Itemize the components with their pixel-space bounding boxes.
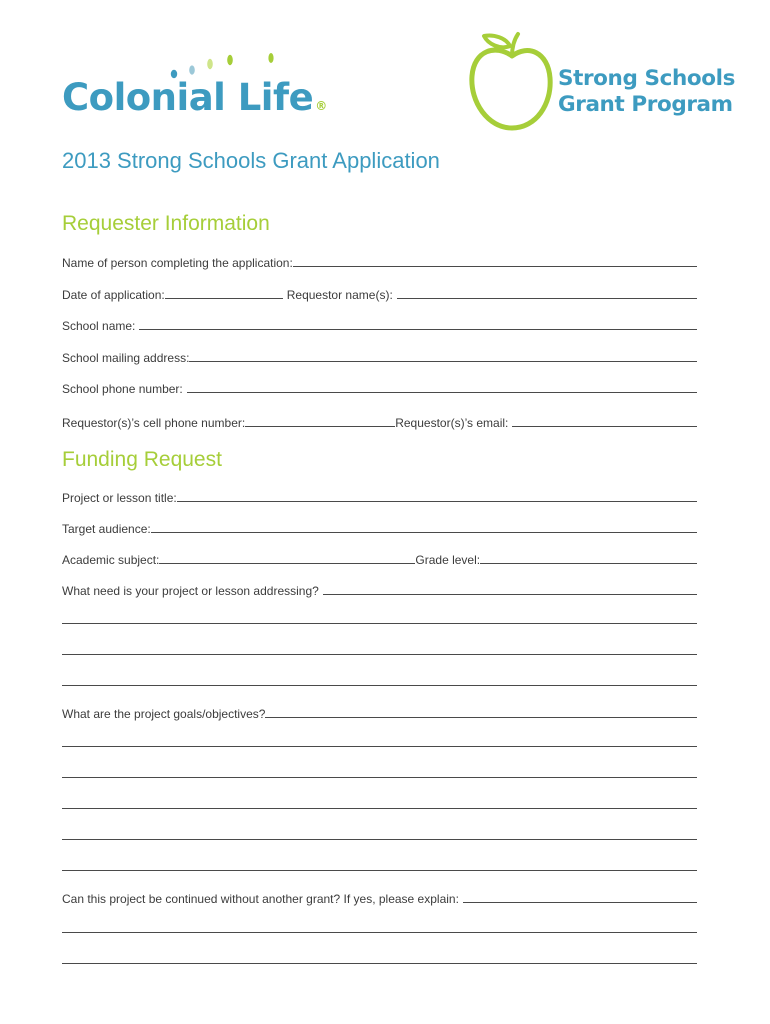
project-title-row [62, 487, 697, 505]
target-audience-row [62, 518, 697, 536]
colonial-life-wordmark: Colonial Life ® [62, 76, 327, 119]
email-field[interactable] [512, 414, 697, 427]
date-label: Date of application: [62, 288, 165, 302]
school-name-label: School name: [62, 319, 136, 333]
phone-field[interactable] [187, 380, 697, 393]
colonial-life-logo [62, 52, 327, 122]
program-line-2: Grant Program [558, 92, 733, 117]
page-title: 2013 Strong Schools Grant Application [62, 148, 440, 173]
target-audience-field[interactable] [151, 520, 697, 533]
funding-heading: Funding Request [62, 448, 222, 471]
mailing-address-label: School mailing address: [62, 351, 190, 365]
project-title-label: Project or lesson title: [62, 491, 177, 505]
requestor-names-label: Requestor name(s): [286, 288, 393, 302]
phone-label: School phone number: [62, 382, 183, 396]
requester-name-field[interactable] [293, 254, 697, 267]
cell-email-row [62, 412, 697, 430]
registered-mark: ® [315, 99, 327, 113]
requester-name-label: Name of person completing the application: [62, 256, 293, 270]
target-audience-label: Target audience: [62, 522, 151, 536]
strong-schools-logo [466, 28, 736, 134]
grade-label: Grade level: [415, 553, 481, 567]
subject-grade-row [62, 549, 697, 567]
need-line-3[interactable] [62, 654, 697, 655]
project-title-field[interactable] [177, 489, 697, 502]
continued-label: Can this project be continued without another grant? If yes, please explain: [62, 892, 459, 906]
program-line-1: Strong Schools [558, 66, 735, 91]
need-field[interactable] [323, 582, 697, 595]
mailing-address-field[interactable] [189, 349, 697, 362]
requester-heading: Requester Information [62, 212, 270, 235]
continued-field[interactable] [463, 890, 697, 903]
goals-line-2[interactable] [62, 746, 697, 747]
goals-label: What are the project goals/objectives? [62, 707, 266, 721]
goals-line-4[interactable] [62, 808, 697, 809]
email-label: Requestor(s)’s email: [395, 416, 509, 430]
goals-field[interactable] [265, 705, 697, 718]
need-line-4[interactable] [62, 685, 697, 686]
requestor-names-field[interactable] [397, 286, 697, 299]
phone-row [62, 378, 697, 396]
goals-line-3[interactable] [62, 777, 697, 778]
continued-row [62, 888, 697, 906]
program-name [558, 66, 735, 118]
date-row [62, 284, 697, 302]
need-line-2[interactable] [62, 623, 697, 624]
continued-line-2[interactable] [62, 932, 697, 933]
goals-row [62, 703, 697, 721]
apple-icon [466, 28, 558, 134]
grade-field[interactable] [480, 551, 697, 564]
requester-name-row [62, 252, 697, 270]
school-name-field[interactable] [139, 317, 697, 330]
need-label: What need is your project or lesson addressing? [62, 584, 319, 598]
subject-label: Academic subject: [62, 553, 160, 567]
cell-phone-label: Requestor(s)’s cell phone number: [62, 416, 246, 430]
continued-line-3[interactable] [62, 963, 697, 964]
school-name-row [62, 315, 697, 333]
subject-field[interactable] [159, 551, 415, 564]
mailing-address-row [62, 347, 697, 365]
goals-line-5[interactable] [62, 839, 697, 840]
cell-phone-field[interactable] [245, 414, 395, 427]
need-row [62, 580, 697, 598]
date-field[interactable] [165, 286, 283, 299]
goals-line-6[interactable] [62, 870, 697, 871]
